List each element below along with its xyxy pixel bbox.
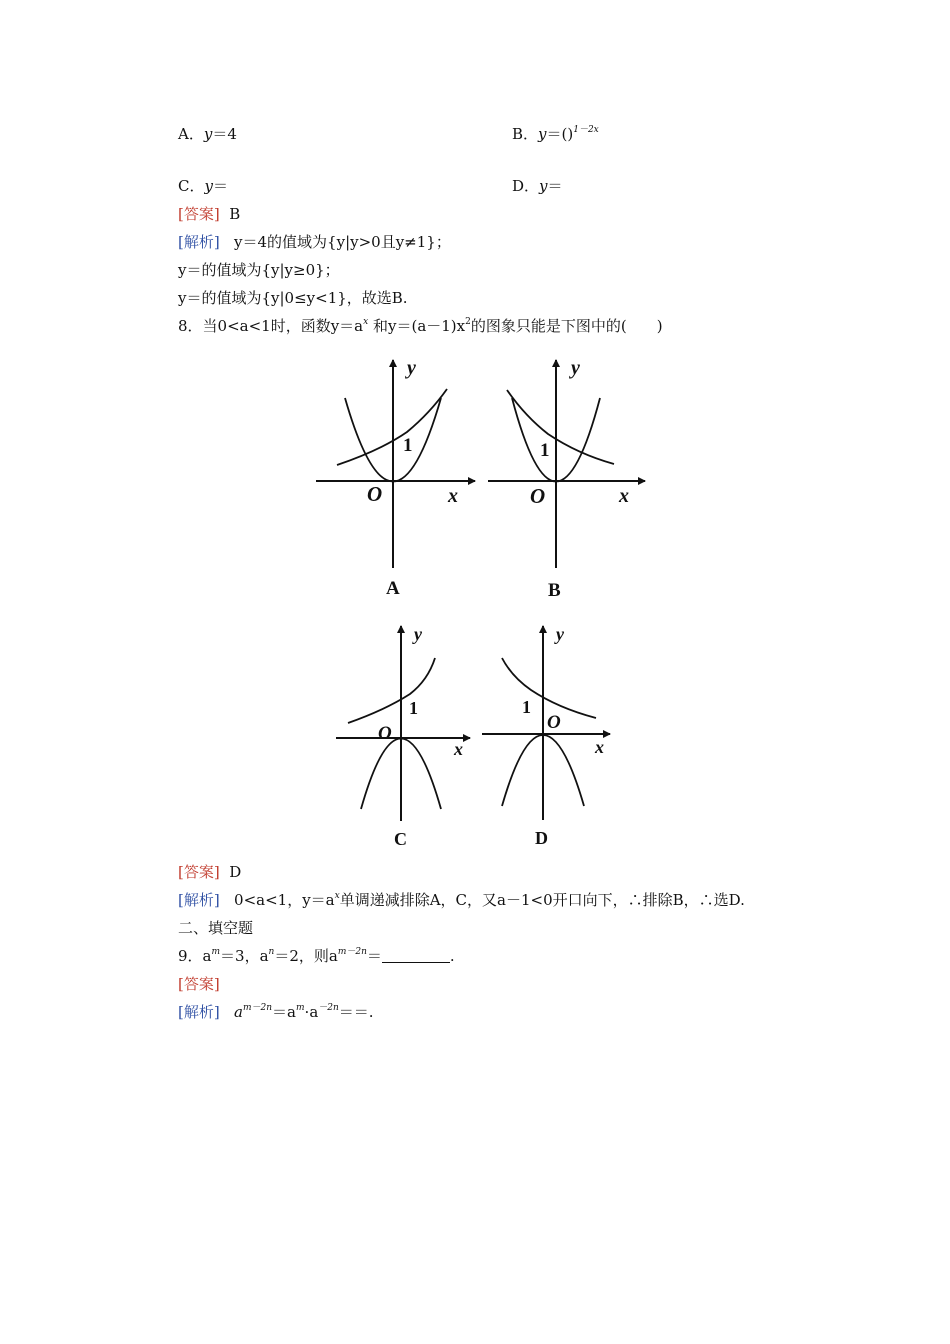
option-d (512, 176, 563, 196)
option-c-expr: ＝ (212, 177, 228, 195)
option-d-expr: ＝ (547, 177, 563, 195)
one-label: 1 (540, 440, 550, 461)
q9-stem-part: ＝2，则a (274, 947, 338, 965)
analysis-text: 单调递减排除A，C，又a－1<0开口向下，∴排除B，∴选D. (339, 891, 745, 909)
graph-label-a: A (386, 578, 400, 599)
fill-in-blank[interactable] (382, 948, 450, 963)
graph-b (488, 357, 645, 601)
q9-stem (178, 946, 455, 966)
option-a-var: y (203, 125, 213, 143)
option-a (178, 124, 237, 144)
x-axis-label: x (454, 739, 463, 759)
one-label: 1 (522, 697, 531, 717)
origin-label: O (367, 482, 383, 506)
graph-label-c: C (394, 829, 407, 849)
graph-a (316, 357, 475, 599)
q7-answer (178, 204, 240, 224)
q8-graphs-figure (0, 340, 950, 900)
analysis-text: ＝a (272, 1003, 296, 1021)
exponential-curve (348, 658, 435, 723)
analysis-tag: [解析] (178, 233, 220, 251)
q9-sup: m (211, 947, 221, 957)
origin-label: O (547, 712, 561, 733)
answer-value: B (229, 205, 241, 223)
q8-analysis (178, 890, 745, 910)
analysis-sup: －2n (318, 1003, 339, 1013)
q9-stem-part: ＝ (366, 947, 382, 965)
q9-sup: m－2n (337, 947, 367, 957)
q7-analysis-line-2 (178, 260, 340, 280)
q9-sup: n (268, 947, 275, 957)
analysis-text: y＝的值域为{y|0≤y<1}，故选B. (178, 289, 408, 307)
y-axis-label: y (556, 624, 564, 644)
q8-stem-sup: 2 (465, 317, 471, 327)
option-b (512, 124, 599, 144)
x-axis-label: x (619, 485, 629, 507)
analysis-tag: [解析] (178, 891, 220, 909)
option-c-letter: C． (178, 177, 205, 195)
option-b-expr: ＝() (546, 125, 574, 143)
analysis-text: a (234, 1003, 243, 1021)
analysis-text: ＝＝. (338, 1003, 374, 1021)
analysis-text: ·a (304, 1003, 319, 1021)
q7-analysis-line-3 (178, 288, 408, 308)
analysis-sup: x (334, 891, 340, 901)
exponential-curve (507, 390, 614, 464)
option-a-letter: A． (178, 125, 204, 143)
q8-stem (178, 316, 663, 336)
option-c (178, 176, 228, 196)
q8-stem-part: 和y＝(a－1)x (368, 317, 466, 335)
one-label: 1 (403, 435, 413, 456)
answer-tag: [答案] (178, 975, 220, 993)
option-d-letter: D． (512, 177, 540, 195)
analysis-sup: m－2n (242, 1003, 273, 1013)
one-label: 1 (409, 698, 418, 718)
origin-label: O (378, 723, 392, 744)
answer-tag: [答案] (178, 863, 220, 881)
option-d-var: y (539, 177, 548, 195)
q9-answer (178, 974, 220, 994)
graph-label-b: B (548, 580, 561, 601)
option-b-exponent: 1－2x (573, 125, 599, 135)
q9-stem-part: . (449, 947, 455, 965)
q9-stem-part: ＝3，a (220, 947, 269, 965)
analysis-text: y＝的值域为{y|y≥0}； (178, 261, 340, 279)
section-heading: 二、填空题 (178, 919, 254, 937)
analysis-sup: m (296, 1003, 305, 1013)
analysis-tag: [解析] (178, 1003, 220, 1021)
option-b-letter: B． (512, 125, 539, 143)
analysis-text: 0<a<1，y＝a (234, 891, 335, 909)
y-axis-label: y (571, 357, 580, 379)
option-b-var: y (538, 125, 547, 143)
origin-label: O (530, 484, 546, 508)
answer-value: D (229, 863, 242, 881)
graph-label-d: D (535, 828, 548, 848)
y-axis-label: y (407, 357, 416, 379)
graph-d (482, 624, 610, 848)
answer-tag: [答案] (178, 205, 220, 223)
option-a-expr: ＝4 (212, 125, 237, 143)
x-axis-label: x (448, 485, 458, 507)
option-c-var: y (204, 177, 213, 195)
q8-stem-part: 的图象只能是下图中的( ) (470, 317, 663, 335)
analysis-text: y＝4的值域为{y|y>0且y≠1}； (234, 233, 451, 251)
q7-analysis-line-1 (178, 232, 451, 252)
x-axis-label: x (595, 737, 604, 757)
q8-stem-part: 8．当0<a<1时，函数y＝a (178, 317, 364, 335)
q9-stem-part: 9．a (178, 947, 212, 965)
graph-c (336, 624, 470, 849)
q8-answer (178, 862, 241, 882)
q9-analysis (178, 1002, 374, 1022)
q8-stem-sup: x (363, 317, 369, 327)
exponential-curve (502, 658, 596, 718)
y-axis-label: y (414, 624, 422, 644)
